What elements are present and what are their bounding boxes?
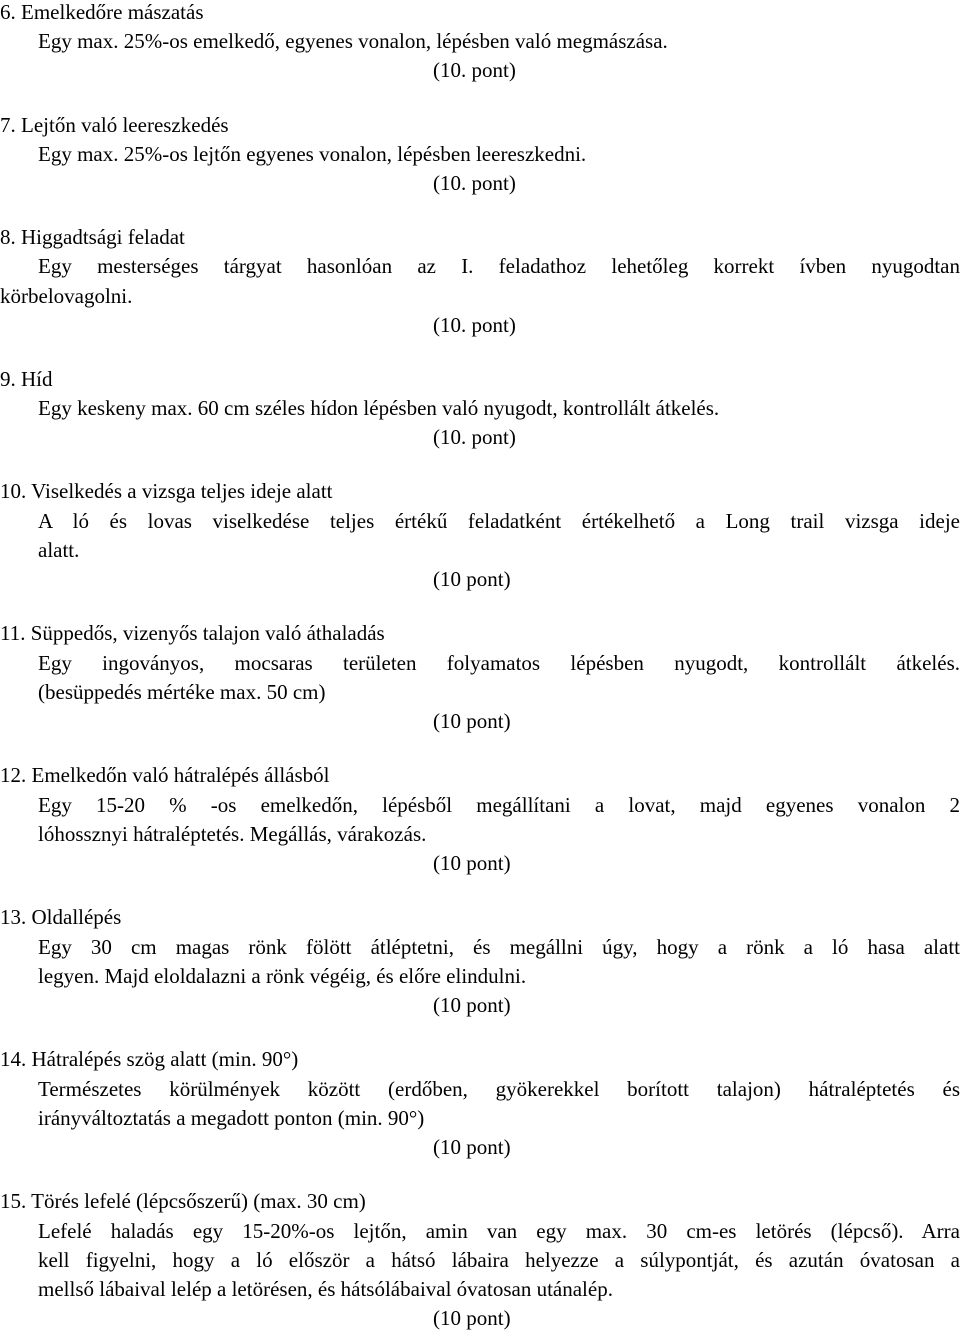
item-points: (10. pont) <box>433 58 516 82</box>
item-text: lóhossznyi hátraléptetés. Megállás, várakozás. <box>38 822 427 846</box>
item-text: Lefelé haladás egy 15-20%-os lejtőn, amin van egy max. 30 cm-es letörés (lépcső). Arra <box>38 1219 960 1243</box>
item-text: mellső lábaival lelép a letörésen, és hátsólábaival óvatosan utánalép. <box>38 1277 613 1301</box>
item-text: irányváltoztatás a megadott ponton (min. 90°) <box>38 1106 425 1130</box>
item-text: Egy max. 25%-os lejtőn egyenes vonalon, lépésben leereszkedni. <box>38 142 587 166</box>
item-title: 9. Híd <box>0 367 53 391</box>
item-title: 8. Higgadtsági feladat <box>0 225 185 249</box>
item-text: Egy mesterséges tárgyat hasonlóan az I. feladathoz lehetőleg korrekt ívben nyugodtan <box>38 254 960 278</box>
item-text: kell figyelni, hogy a ló először a hátsó lábaira helyezze a súlypontját, és azután óvatosan a <box>38 1248 960 1272</box>
item-title: 11. Süppedős, vizenyős talajon való áthaladás <box>0 621 385 645</box>
item-text: legyen. Majd eloldalazni a rönk végéig, és előre elindulni. <box>38 964 527 988</box>
item-points: (10 pont) <box>433 709 511 733</box>
item-text: Egy max. 25%-os emelkedő, egyenes vonalon, lépésben való megmászása. <box>38 29 668 53</box>
item-points: (10 pont) <box>433 1306 511 1330</box>
item-title: 15. Törés lefelé (lépcsőszerű) (max. 30 cm) <box>0 1189 366 1213</box>
item-text: Egy keskeny max. 60 cm széles hídon lépésben való nyugodt, kontrollált átkelés. <box>38 396 720 420</box>
item-points: (10 pont) <box>433 993 511 1017</box>
item-title: 7. Lejtőn való leereszkedés <box>0 113 229 137</box>
item-points: (10. pont) <box>433 313 516 337</box>
item-points: (10 pont) <box>433 567 511 591</box>
item-title: 6. Emelkedőre mászatás <box>0 0 204 24</box>
item-text: körbelovagolni. <box>0 284 133 308</box>
item-title: 10. Viselkedés a vizsga teljes ideje alatt <box>0 479 333 503</box>
item-points: (10 pont) <box>433 851 511 875</box>
item-text: (besüppedés mértéke max. 50 cm) <box>38 680 326 704</box>
item-title: 14. Hátralépés szög alatt (min. 90°) <box>0 1047 299 1071</box>
item-text: A ló és lovas viselkedése teljes értékű feladatként értékelhető a Long trail vizsga ideje <box>38 509 960 533</box>
item-points: (10. pont) <box>433 171 516 195</box>
item-text: Egy 15-20 % -os emelkedőn, lépésből megállítani a lovat, majd egyenes vonalon 2 <box>38 793 960 817</box>
item-text: Egy ingoványos, mocsaras területen folyamatos lépésben nyugodt, kontrollált átkelés. <box>38 651 960 675</box>
item-text: Természetes körülmények között (erdőben, gyökerekkel borított talajon) hátraléptetés és <box>38 1077 960 1101</box>
item-title: 12. Emelkedőn való hátralépés állásból <box>0 763 330 787</box>
item-title: 13. Oldallépés <box>0 905 122 929</box>
item-text: Egy 30 cm magas rönk fölött átléptetni, és megállni úgy, hogy a rönk a ló hasa alatt <box>38 935 960 959</box>
item-points: (10 pont) <box>433 1135 511 1159</box>
item-text: alatt. <box>38 538 80 562</box>
item-points: (10. pont) <box>433 425 516 449</box>
